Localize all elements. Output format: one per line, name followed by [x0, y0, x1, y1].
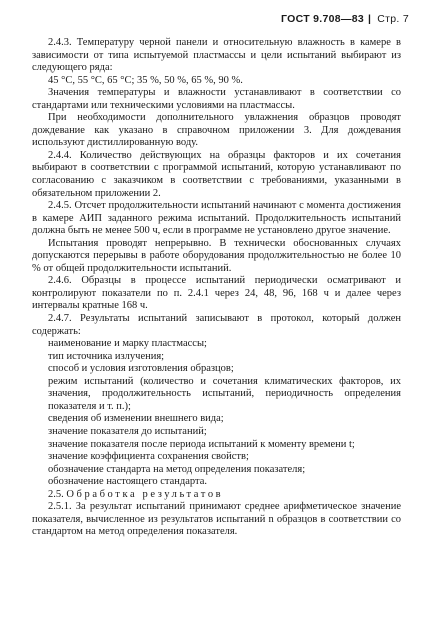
- section-heading-2-5: [32, 489, 401, 502]
- paragraph-2-4-7: 2.4.7. Результаты испытаний записывают в протокол, который должен содержать:: [32, 313, 401, 337]
- paragraph-values-note: Значения температуры и влажности устанавливают в соответствии со стандартами или техническими условиями на пластмассы.: [32, 87, 401, 111]
- paragraph-2-4-6: 2.4.6. Образцы в процессе испытаний периодически осматривают и контролируют показатели по п. 2.4.1 через 24, 48, 96, 168 ч и далее через интервалы кратные 168 ч.: [32, 275, 401, 312]
- paragraph-2-5-1: 2.5.1. За результат испытаний принимают среднее арифметическое значение показателя, вычисленное из результатов испытаний n образцов в соответствии со стандартом на метод определения показателя.: [32, 501, 401, 538]
- page-number: Стр. 7: [377, 13, 409, 25]
- paragraph-rain: При необходимости дополнительного увлажнения образцов проводят дождевание как указано в справочном приложении 3. Для дождевания используют дистиллированную воду.: [32, 112, 401, 149]
- list-item: значение показателя до испытаний;: [48, 425, 207, 437]
- standard-number: ГОСТ 9.708—83: [281, 13, 365, 25]
- paragraph-continuous: Испытания проводят непрерывно. В технически обоснованных случаях допускаются перерывы в работе оборудования продолжительностью не более 10 % от общей продолжительности испытаний.: [32, 237, 401, 274]
- paragraph-2-4-5: 2.4.5. Отсчет продолжительности испытаний начинают с момента достижения в камере АИП заданного режима испытаний. Продолжительность испытаний должна быть не менее 500 ч, если в программе не установлено другое значение.: [32, 200, 401, 237]
- page-header: ГОСТ 9.708—83 | Стр. 7: [281, 13, 409, 25]
- list-item: значение коэффициента сохранения свойств;: [48, 451, 249, 463]
- list-item: обозначение настоящего стандарта.: [48, 476, 208, 488]
- list-item: значение показателя после периода испытаний к моменту времени t;: [48, 438, 355, 450]
- section-number: 2.5.: [48, 488, 64, 500]
- list-item: способ и условия изготовления образцов;: [48, 363, 234, 375]
- parameter-values: 45 °С, 55 °С, 65 °С; 35 %, 50 %, 65 %, 90 %.: [48, 74, 243, 86]
- list-item: наименование и марку пластмассы;: [48, 338, 207, 350]
- list-item: режим испытаний (количество и сочетания климатических факторов, их значения, продолжительность испытаний, периодичность определения показателя и т. п.);: [48, 375, 401, 412]
- paragraph-2-4-4: 2.4.4. Количество действующих на образцы факторов и их сочетания выбирают в соответствии с программой испытаний, которую устанавливают по согласованию с заказчиком в соответствии с требованиями, указанными в обязательном приложении 2.: [32, 149, 401, 199]
- list-item: тип источника излучения;: [48, 350, 165, 362]
- list-item: обозначение стандарта на метод определения показателя;: [48, 463, 306, 475]
- list-item: сведения об изменении внешнего вида;: [48, 413, 224, 425]
- paragraph-2-4-3: 2.4.3. Температуру черной панели и относительную влажность в камере в зависимости от типа испытуемой пластмассы и цели испытаний выбирают из следующего ряда:: [32, 37, 401, 74]
- report-items-list: [32, 338, 401, 489]
- document-body: [32, 37, 401, 539]
- section-title: Обработка результатов: [66, 488, 224, 500]
